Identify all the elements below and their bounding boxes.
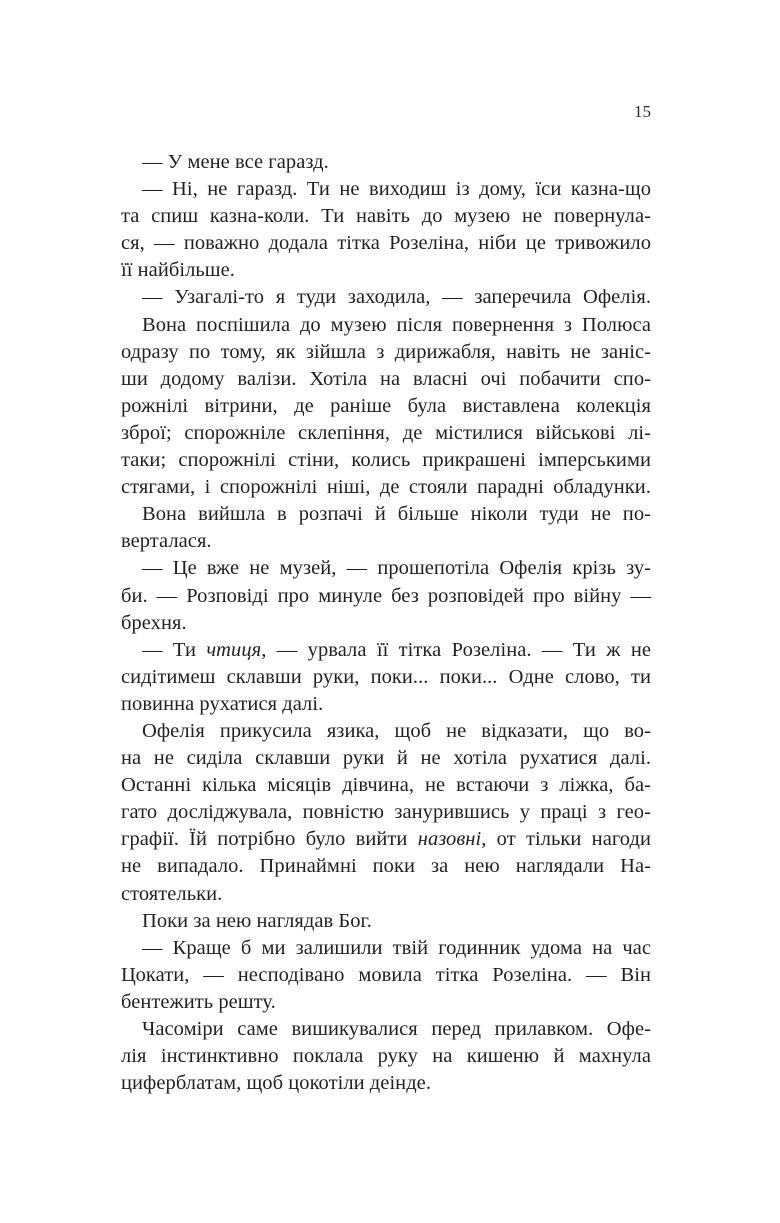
text-line: Офелія прикусила язика, щоб не відказати, що во-: [142, 719, 651, 742]
text-line: таки; спорожнілі стіни, колись прикрашені імперськими: [121, 449, 651, 472]
text-line: бентежить решту.: [121, 990, 276, 1013]
text-line: Цокати, — несподівано мовила тітка Розеліна. — Він: [121, 963, 651, 986]
text-line: на не сиділа склавши руки й не хотіла рухатися далі.: [121, 747, 651, 770]
text-line: верталася.: [121, 530, 212, 553]
text-line: сидітимеш склавши руки, поки... поки... Одне слово, ти: [121, 665, 651, 688]
text-line: одразу по тому, як зійшла з дирижабля, навіть не заніс-: [121, 340, 651, 363]
body-text: [121, 149, 651, 1097]
text-line: та спиш казна-коли. Ти навіть до музею не повернула-: [121, 205, 651, 228]
text-line: ши додому валізи. Хотіла на власні очі побачити спо-: [121, 367, 651, 390]
text-line: [121, 637, 651, 664]
text-line: гато досліджувала, повністю занурившись у праці з гео-: [121, 801, 651, 824]
text-run: графії. Їй потрібно було вийти: [121, 828, 418, 851]
text-line: — Узагалі-то я туди заходила, — заперечила Офелія.: [142, 286, 651, 309]
text-run: , — урвала її тітка Розеліна. — Ти ж не: [261, 638, 651, 661]
text-line: стягами, і спорожнілі ніші, де стояли парадні обладунки.: [121, 476, 651, 499]
text-line: [121, 826, 651, 853]
text-line: не випадало. Принаймні поки за нею наглядали На-: [121, 855, 651, 878]
text-line: Поки за нею наглядав Бог.: [142, 909, 372, 932]
text-line: її найбільше.: [121, 259, 235, 282]
text-run: — Ти: [142, 638, 207, 661]
text-line: стоятельки.: [121, 882, 223, 905]
text-line: рожнілі вітрини, де раніше була виставлена колекція: [121, 394, 651, 417]
text-line: ся, — поважно додала тітка Розеліна, ніби це тривожило: [121, 232, 651, 255]
text-line: — У мене все гаразд.: [142, 151, 329, 173]
text-line: — Краще б ми залишили твій годинник удома на час: [142, 936, 651, 959]
text-line: Часоміри саме вишикувалися перед прилавком. Офе-: [142, 1018, 651, 1040]
text-line: — Ні, не гаразд. Ти не виходиш із дому, їси казна-що: [142, 178, 651, 201]
text-run: , от тільки нагоди: [481, 828, 651, 851]
text-line: би. — Розповіді про минуле без розповідей про війну —: [121, 584, 651, 607]
text-line: повинна рухатися далі.: [121, 692, 324, 715]
text-line: — Це вже не музей, — прошепотіла Офелія крізь зу-: [142, 557, 651, 580]
text-line: циферблатам, щоб цокотіли деінде.: [121, 1072, 432, 1095]
page-number: 15: [634, 102, 651, 121]
text-line: Вона вийшла в розпачі й більше ніколи туди не по-: [142, 503, 651, 526]
text-line: брехня.: [121, 611, 187, 634]
text-line: зброї; спорожніле склепіння, де містилися військові лі-: [121, 421, 651, 444]
text-line: лія інстинктивно поклала руку на кишеню й махнула: [121, 1045, 651, 1068]
italic-word: чтиця: [206, 638, 262, 661]
text-line: Вона поспішила до музею після повернення з Полюса: [142, 313, 651, 336]
text-line: Останні кілька місяців дівчина, не встаючи з ліжка, ба-: [121, 774, 651, 797]
italic-word: назовні: [417, 828, 482, 851]
